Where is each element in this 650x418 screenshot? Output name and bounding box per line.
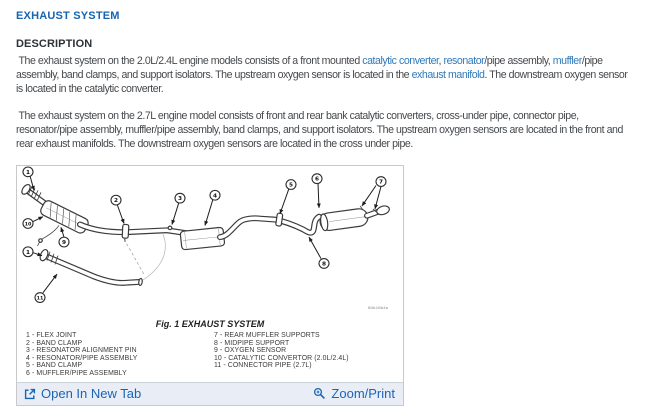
legend-column-left — [26, 332, 214, 377]
muffler — [319, 208, 369, 232]
svg-text:3: 3 — [177, 196, 183, 203]
legend-item: 6 - MUFFLER/PIPE ASSEMBLY — [26, 369, 127, 377]
svg-text:2: 2 — [113, 198, 119, 205]
open-in-new-tab-link[interactable] — [24, 386, 141, 401]
callout-1-upper — [23, 167, 33, 177]
callout-10 — [23, 219, 33, 229]
zoom-print-label: Zoom/Print — [331, 386, 395, 402]
catalytic-converter — [39, 200, 90, 236]
text-segment: The exhaust system on the 2.7L engine model consists of front and rear bank catalytic converters, cross-under pipe, connector pipe, resonator/pipe assembly, muffler/pipe assembly, band clamps, and support isolators. The upstream oxygen sensors are located in the front and rear exhaust manifolds. The downstream oxygen sensors are located in the cross under pipe. — [16, 109, 626, 150]
exhaust-diagram — [17, 166, 403, 318]
callout-3 — [175, 194, 185, 204]
svg-text:8: 8 — [321, 261, 327, 268]
svg-text:6: 6 — [314, 177, 320, 184]
text-segment: The exhaust system on the 2.0L/2.4L engine models consists of a front mounted — [16, 55, 363, 67]
open-in-new-tab-label: Open In New Tab — [41, 386, 142, 402]
svg-text:10: 10 — [24, 222, 32, 228]
legend-item: 3 - RESONATOR ALIGNMENT PIN — [26, 347, 137, 355]
legend-item: 9 - OXYGEN SENSOR — [214, 347, 287, 355]
legend-item: 7 - REAR MUFFLER SUPPORTS — [214, 332, 320, 340]
svg-text:1: 1 — [25, 170, 31, 177]
legend-column-right — [214, 332, 397, 377]
text-segment: , — [438, 55, 444, 67]
ghost-lines — [124, 235, 165, 281]
band-clamp-2 — [122, 225, 129, 243]
callout-6 — [312, 174, 322, 184]
magnifier-icon — [313, 387, 326, 400]
resonator-alignment-pin — [168, 227, 172, 231]
oxygen-sensor-wire — [38, 226, 60, 246]
figure-code: 80b16b4a — [368, 305, 389, 311]
legend-item: 11 - CONNECTOR PIPE (2.7L) — [214, 362, 312, 370]
svg-text:11: 11 — [36, 296, 44, 302]
zoom-print-link[interactable] — [313, 386, 395, 401]
inline-link[interactable]: muffler — [552, 55, 582, 67]
svg-text:9: 9 — [61, 240, 67, 247]
inline-link[interactable]: catalytic converter — [362, 55, 439, 67]
open-in-new-icon — [24, 388, 36, 400]
description-paragraph-2 — [16, 110, 636, 152]
band-clamp-5 — [276, 213, 283, 226]
inline-link[interactable]: exhaust manifold — [411, 68, 485, 81]
figure-panel — [16, 165, 404, 406]
connector-pipe — [39, 249, 143, 286]
figure-footer-bar — [17, 382, 403, 405]
callout-2 — [111, 196, 121, 206]
text-segment: . The downstream oxygen sensor is located in the catalytic converter. — [16, 68, 630, 95]
text-segment: /pipe assembly, band clamps, and support isolators. The upstream oxygen sensor is located in the — [16, 55, 606, 81]
legend-item: 4 - RESONATOR/PIPE ASSEMBLY — [26, 354, 138, 362]
svg-text:1: 1 — [25, 250, 31, 257]
legend-item: 5 - BAND CLAMP — [26, 362, 83, 370]
callout-5 — [286, 180, 296, 190]
callout-8 — [319, 259, 329, 269]
midpipe-run — [220, 217, 319, 237]
callout-11 — [35, 293, 45, 303]
callout-4 — [210, 191, 220, 201]
page-title: EXHAUST SYSTEM — [16, 10, 120, 22]
figure-caption: Fig. 1 EXHAUST SYSTEM — [155, 319, 265, 330]
svg-text:5: 5 — [288, 183, 294, 189]
tailpipe — [367, 205, 390, 217]
legend-item: 8 - MIDPIPE SUPPORT — [214, 339, 290, 347]
callout-1-lower — [23, 247, 33, 257]
callout-9 — [59, 238, 69, 248]
document-content — [0, 0, 650, 151]
inline-link[interactable]: resonator — [443, 55, 485, 67]
svg-text:7: 7 — [378, 180, 384, 187]
legend-item: 10 - CATALYTIC CONVERTOR (2.0L/2.4L) — [214, 354, 349, 362]
legend-item: 1 - FLEX JOINT — [26, 332, 77, 340]
figure-legend — [17, 329, 403, 382]
section-heading: DESCRIPTION — [16, 38, 93, 50]
svg-text:4: 4 — [212, 193, 218, 200]
callout-7 — [376, 177, 386, 187]
legend-item: 2 - BAND CLAMP — [26, 339, 83, 347]
front-flex-pipe — [20, 184, 47, 206]
text-segment: /pipe assembly, — [484, 55, 553, 67]
description-paragraph-1 — [16, 55, 636, 97]
